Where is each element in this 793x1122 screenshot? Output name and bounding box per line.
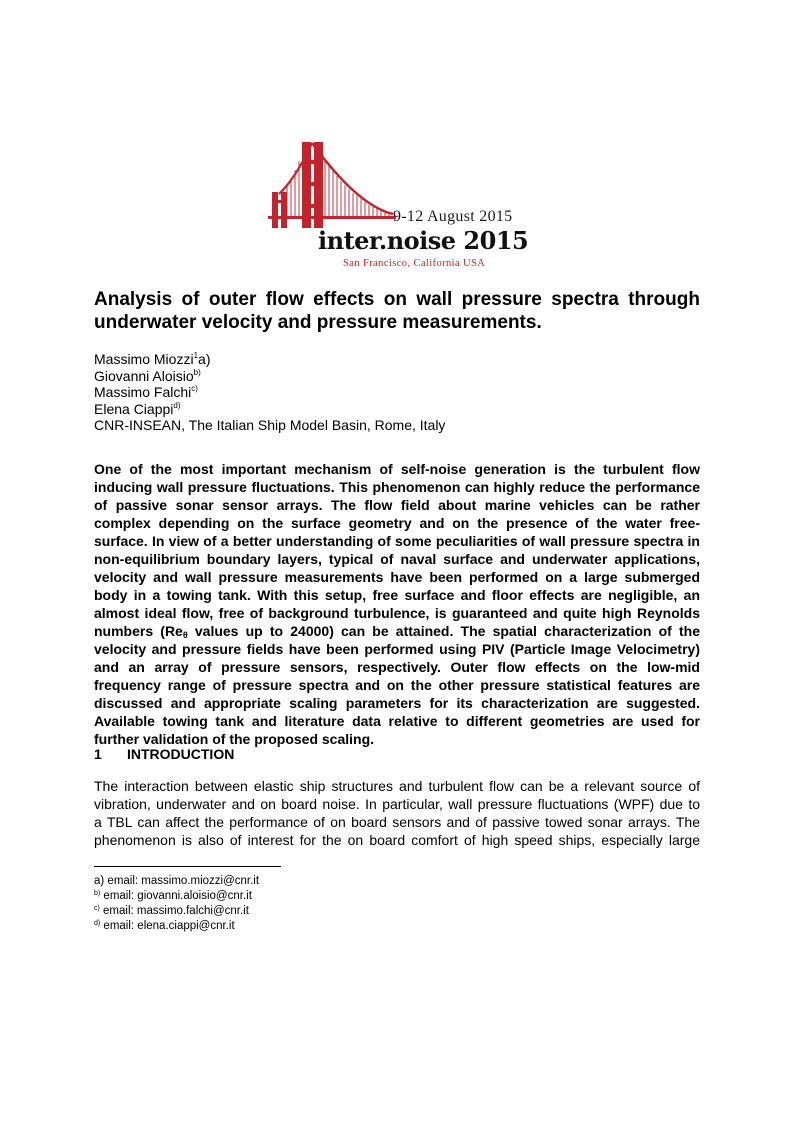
author-entry: Giovanni Aloisio$^{b)}$ [94,367,201,384]
text-line: vibration, underwater and on board noise. In particular, wall pressure fluctuations (WPF) due to [94,796,700,812]
affiliation: CNR-INSEAN, The Italian Ship Model Basin, Rome, Italy [94,417,446,433]
footnote-divider [94,866,281,867]
footnote: a) email: massimo.miozzi@cnr.it [94,875,260,887]
conference-date: 9-12 August 2015 [393,208,513,225]
author-entry: Massimo Falchi$^{c)}$ [94,384,198,400]
text-line: phenomenon is also of interest for the on board comfort of high speed ships, especially large [94,832,700,848]
conference-location: San Francisco, California USA [343,258,486,269]
footnote: $^{b)}$ email: giovanni.aloisio@cnr.it [94,890,252,902]
abstract: One of the most important mechanism of self-noise generation is the turbulent flow inducing wall pressure fluctuations. This phenomenon can highly reduce the performance of passive sonar sensor arrays. The flow field about marine vehicles can be rather complex depending on the surface geometry and on the presence of the water free-surface. In view of a better understanding of some peculiarities of wall pressure spectra in non-equilibrium boundary layers, typical of naval surface and underwater applications, velocity and wall pressure measurements have been performed on a large submerged body in a towing tank. With this setup, free surface and floor effects are negligible, an almost ideal flow, free of background turbulence, is guaranteed and quite high Reynolds numbers ($Re_\theta$ values up to 24000) can be attained. The spatial characterization of the velocity and pressure fields have been performed using PIV (Particle Image Velocimetry) and an array of pressure sensors, respectively. Outer flow effects on the low-mid frequency range of pressure spectra and on the other pressure statistical features are discussed and appropriate scaling parameters for its characterization are suggested. Available towing tank and literature data relative to different geometries are used for further validation of the proposed scaling. [94,461,700,747]
footnote: $^{d)}$ email: elena.ciappi@cnr.it [94,920,235,932]
conference-logo [268,138,538,273]
footnote: $^{c)}$ email: massimo.falchi@cnr.it [94,905,249,917]
text-line: The interaction between elastic ship structures and turbulent flow can be a relevant source of [94,778,700,794]
section-title: INTRODUCTION [127,746,235,762]
conference-brand: inter.noise 2015 [318,226,529,255]
footnotes [94,874,259,934]
author-list [94,351,445,434]
text-line: a TBL can affect the performance of on board sensors and of passive towed sonar arrays. The [94,814,700,830]
section-number: 1 [94,746,102,762]
paper-title: Analysis of outer flow effects on wall pressure spectra through underwater velocity and pressure measurements. [94,289,700,333]
author-entry: Elena Ciappi$^{d)}$ [94,400,181,417]
introduction-text [94,777,700,849]
section-heading [94,746,234,762]
author-entry: Massimo Miozzi$^1$a) [94,351,211,367]
